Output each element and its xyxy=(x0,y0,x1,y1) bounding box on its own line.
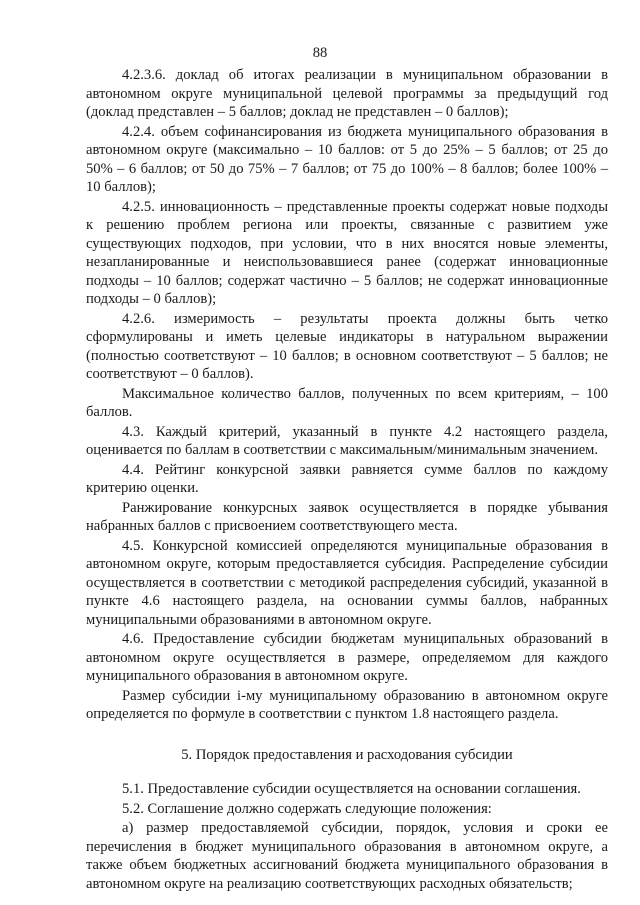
paragraph-4-4: 4.4. Рейтинг конкурсной заявки равняется сумме баллов по каждому критерию оценки. xyxy=(86,461,608,496)
paragraph-4-2-4: 4.2.4. объем софинансирования из бюджета муниципального образования в автономном округе (максимально – 10 баллов: от 5 до 25% – 5 баллов; от 25 до 50% – 6 баллов; от 50 до 75% – 7 баллов; от 75 до 100% – 8 баллов; более 100% – 10 баллов); xyxy=(86,123,608,195)
paragraph-5-2: 5.2. Соглашение должно содержать следующие положения: xyxy=(122,800,492,817)
paragraph-5-2-a: а) размер предоставляемой субсидии, порядок, условия и сроки ее перечисления в бюджет муниципального образования в автономном округе, а также объем бюджетных ассигнований бюджета муниципального образования в автономном округе на реализацию соответствующих расходных обязательств; xyxy=(86,820,608,892)
paragraph-4-5: 4.5. Конкурсной комиссией определяются муниципальные образования в автономном округе, которым предоставляется субсидия. Распределение субсидии осуществляется в соответствии с методикой распределения субсидий, указанной в пункте 4.6 настоящего раздела, на основании суммы баллов, набранных муниципальными образованиями в автономном округе. xyxy=(86,537,608,628)
page-number: 88 xyxy=(312,45,328,61)
paragraph-4-2-3-6: 4.2.3.6. доклад об итогах реализации в муниципальном образовании в автономном округе муниципальной целевой программы за предыдущий год (доклад представлен – 5 баллов; доклад не представлен – 0 баллов); xyxy=(86,67,608,120)
paragraph-4-3: 4.3. Каждый критерий, указанный в пункте 4.2 настоящего раздела, оценивается по баллам в соответствии с максимальным/минимальным значением. xyxy=(86,423,608,458)
paragraph-4-2-6: 4.2.6. измеримость – результаты проекта должны быть четко сформулированы и иметь целевые индикаторы в натуральном выражении (полностью соответствуют – 10 баллов; в основном соответствуют – 5 баллов; не соответствуют – 0 баллов). xyxy=(86,310,608,382)
paragraph-subsidy-size: Размер субсидии i-му муниципальному образованию в автономном округе определяется по формуле в соответствии с пунктом 1.8 настоящего раздела. xyxy=(86,687,608,722)
paragraph-4-2-5: 4.2.5. инновационность – представленные проекты содержат новые подходы к решению проблем региона или проекты, связанные с развитием уже существующих подходов, при условии, что в них вносятся новые элементы, незапланированные и неиспользовавшиеся ранее (содержат инновационные подходы – 10 баллов; содержат частично – 5 баллов; не содержат инновационные подходы – 0 баллов); xyxy=(86,198,608,307)
paragraph-max-score: Максимальное количество баллов, полученных по всем критериям, – 100 баллов. xyxy=(86,385,608,420)
paragraph-ranking: Ранжирование конкурсных заявок осуществляется в порядке убывания набранных баллов с присвоением соответствующего места. xyxy=(86,499,608,534)
paragraph-5-1: 5.1. Предоставление субсидии осуществляется на основании соглашения. xyxy=(122,781,581,797)
document-body xyxy=(86,66,608,894)
paragraph-4-6: 4.6. Предоставление субсидии бюджетам муниципальных образований в автономном округе осуществляется в размере, определяемом для каждого муниципального образования в автономном округе. xyxy=(86,631,608,684)
section-heading: 5. Порядок предоставления и расходования субсидии xyxy=(181,746,513,763)
